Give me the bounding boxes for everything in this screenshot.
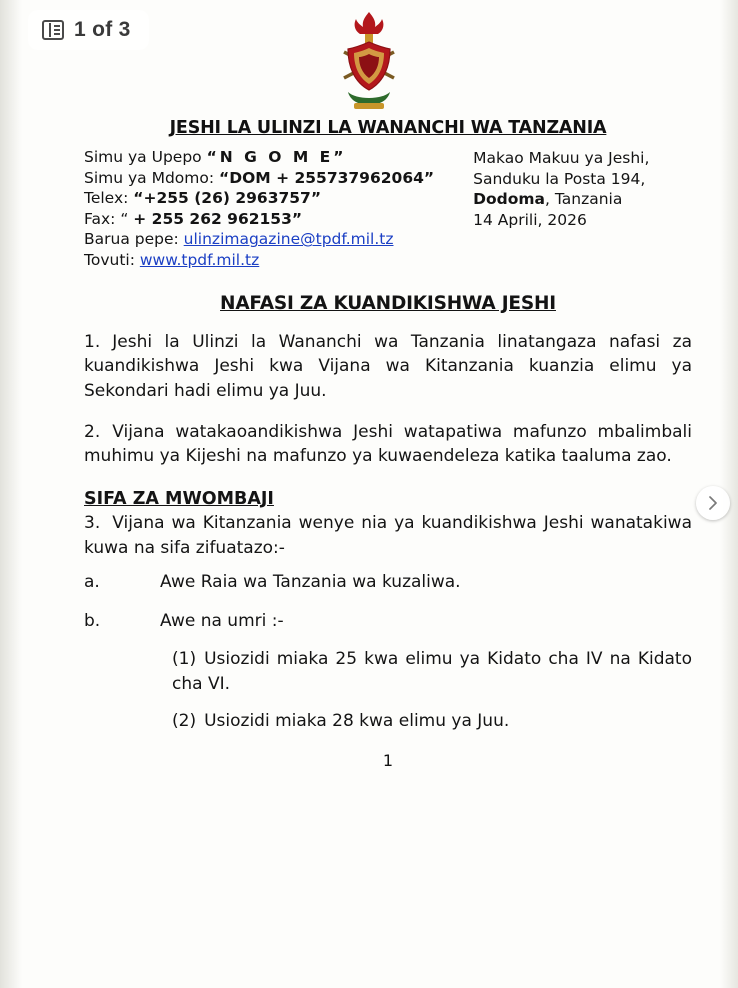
list-item-a-marker: a. [84, 572, 100, 593]
section-title: NAFASI ZA KUANDIKISHWA JESHI [220, 292, 556, 314]
contact-left-column [84, 147, 461, 271]
address-line-3 [473, 189, 692, 210]
contact-value-telex: “+255 (26) 2963757” [133, 189, 322, 208]
contact-block [84, 147, 692, 271]
page-indicator-label: 1 of 3 [74, 18, 131, 41]
organisation-title: JESHI LA ULINZI LA WANANCHI WA TANZANIA [169, 118, 607, 138]
list-item-b1-text: Usiozidi miaka 25 kwa elimu ya Kidato cha IV na Kidato cha VI. [172, 649, 692, 695]
list-item-b2-text: Usiozidi miaka 28 kwa elimu ya Juu. [204, 710, 510, 731]
list-item-b-marker: b. [84, 610, 101, 631]
paragraph-2-number: 2. [84, 421, 101, 442]
paragraph-1 [84, 330, 692, 404]
contact-value-telegram: “N G O M E” [206, 148, 347, 166]
contact-right-column [473, 147, 692, 230]
contact-row-telex [84, 188, 461, 209]
pages-icon [42, 20, 64, 40]
list-item-b-text: Awe na umri :- [160, 610, 284, 631]
paragraph-1-text: Jeshi la Ulinzi la Wananchi wa Tanzania linatangaza nafasi za kuandikishwa Jeshi kwa Vijana wa Kitanzania kuanzia elimu ya Sekondari hadi elimu ya Juu. [84, 331, 692, 401]
contact-label-telex: Telex: [84, 189, 129, 208]
paragraph-2 [84, 420, 692, 469]
list-item-a [84, 570, 692, 595]
list-item-b1-marker: (1) [172, 649, 197, 670]
address-city: Dodoma [473, 190, 545, 209]
list-item-b2 [172, 709, 692, 734]
next-page-button[interactable] [696, 486, 730, 520]
paragraph-3-text: Vijana wa Kitanzania wenye nia ya kuandikishwa Jeshi wanatakiwa kuwa na sifa zifuatazo:- [84, 512, 692, 558]
paragraph-1-number: 1. [84, 331, 101, 352]
document-body [0, 118, 738, 770]
tpdf-crest-emblem [326, 8, 412, 112]
paragraph-3 [84, 511, 692, 560]
list-item-b1 [172, 647, 692, 696]
contact-row-mobile [84, 168, 461, 189]
contact-value-fax: + 255 262 962153” [133, 209, 303, 228]
document-date: 14 Aprili, 2026 [473, 210, 587, 229]
list-item-b [84, 609, 692, 634]
list-item-b2-marker: (2) [172, 710, 197, 731]
website-link[interactable]: www.tpdf.mil.tz [139, 251, 260, 270]
contact-label-email: Barua pepe: [84, 230, 179, 249]
address-line-1: Makao Makuu ya Jeshi, [473, 149, 650, 167]
paragraph-3-number: 3. [84, 512, 101, 533]
contact-value-mobile: “DOM + 255737962064” [219, 168, 435, 187]
contact-row-telegram [84, 147, 461, 168]
list-item-a-text: Awe Raia wa Tanzania wa kuzaliwa. [160, 572, 461, 593]
paragraph-2-text: Vijana watakaoandikishwa Jeshi watapatiwa mafunzo mbalimbali muhimu ya Kijeshi na mafunzo ya kuwaendeleza katika taaluma zao. [84, 421, 692, 467]
page-indicator[interactable] [28, 10, 149, 50]
address-country: , Tanzania [545, 190, 623, 209]
contact-row-website [84, 250, 461, 271]
address-line-2: Sanduku la Posta 194, [473, 169, 646, 188]
contact-label-fax: Fax: “ [84, 209, 129, 228]
contact-row-fax [84, 209, 461, 230]
subheading-sifa-za-mwombaji: SIFA ZA MWOMBAJI [84, 488, 274, 509]
page-number-folio: 1 [382, 751, 394, 771]
chevron-right-icon [705, 495, 721, 511]
contact-label-mobile: Simu ya Mdomo: [84, 168, 215, 187]
email-link[interactable]: ulinzimagazine@tpdf.mil.tz [183, 230, 394, 249]
contact-label-website: Tovuti: [84, 251, 135, 270]
contact-row-email [84, 229, 461, 250]
contact-label-telegram: Simu ya Upepo [84, 148, 202, 166]
